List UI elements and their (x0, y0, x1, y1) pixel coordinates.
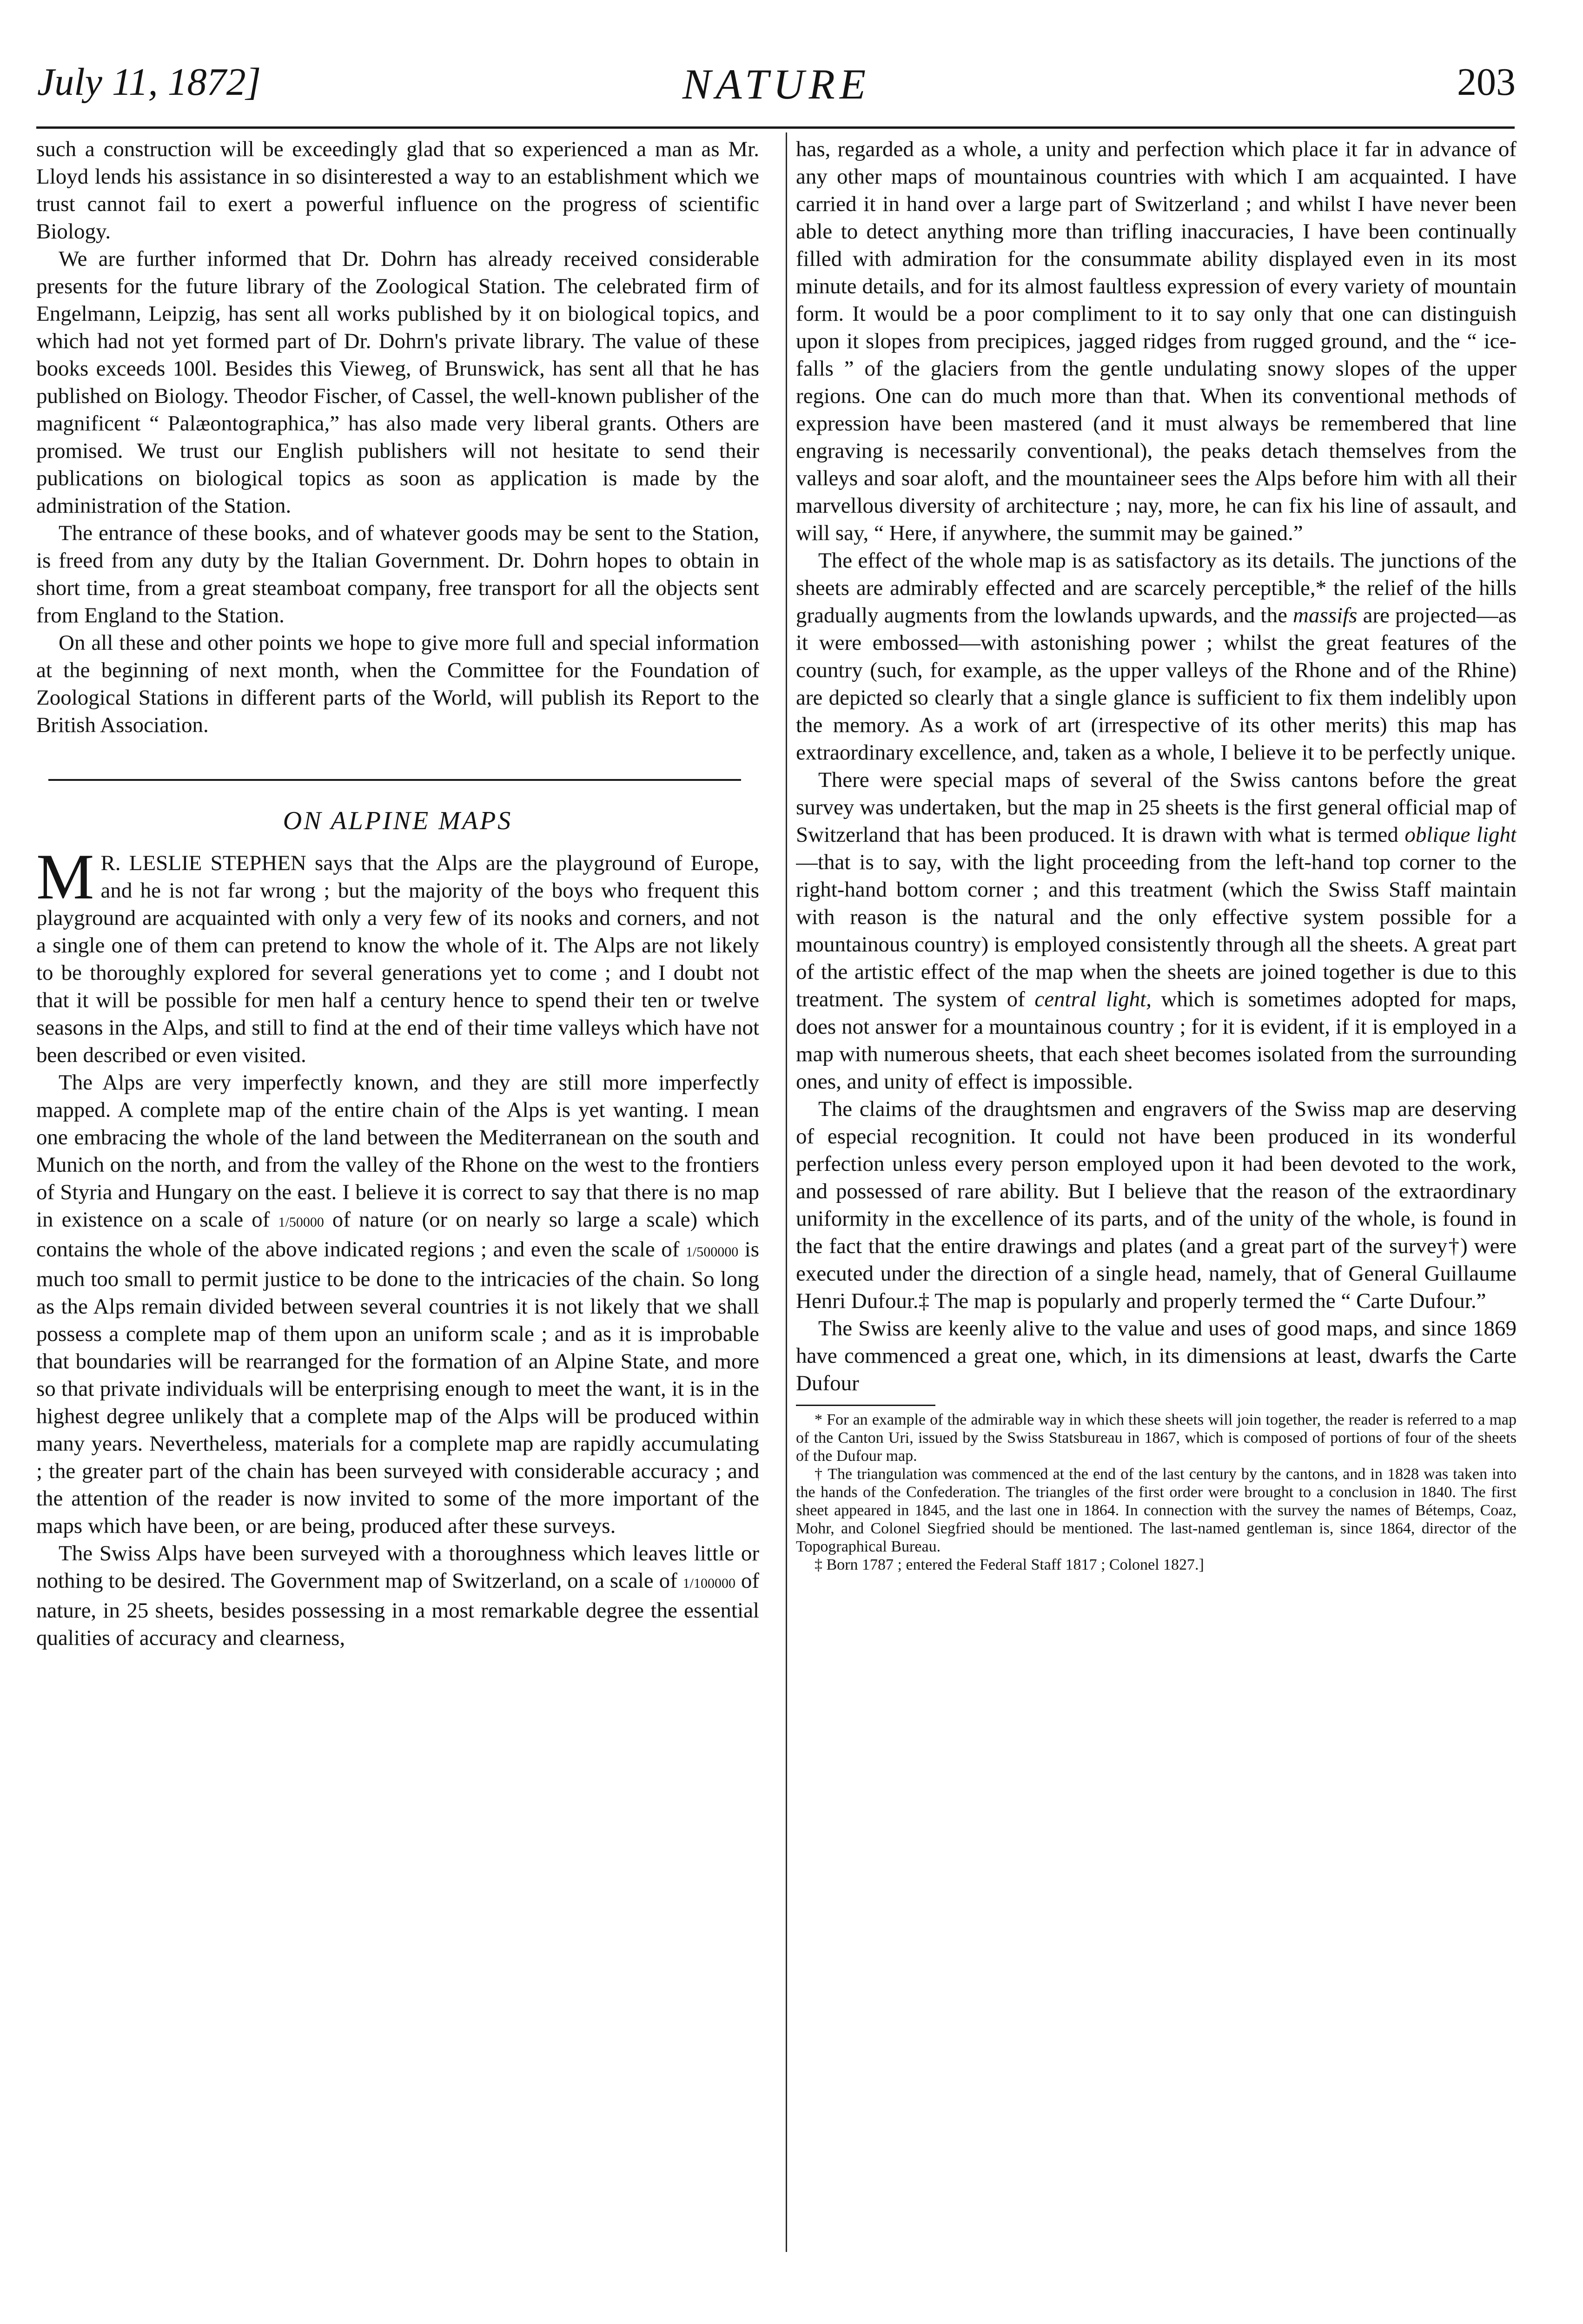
header-rule (36, 126, 1515, 129)
paragraph-text: of nature (or on nearly so large a scale) which contains the whole of the above indicated regions ; and even the scale of (36, 1208, 759, 1261)
paragraph: On all these and other points we hope to give more full and special information at the beginning of next month, when the Committee for the Foundation of Zoological Stations in different parts of the World, will publish its Report to the British Association. (36, 631, 759, 737)
paragraph-text: is much too small to permit justice to be done to the intricacies of the chain. So long as the Alps remain divided between several countries it is not likely that we shall possess a complete map of them upon an uniform scale ; and as it is improbable that boundaries will be rearranged for the formation of an Alpine State, and more so that private individuals will be enterprising enough to meet the want, it is in the highest degree unlikely that a complete map of the Alps will be produced within many years. Nevertheless, materials for a complete map are rapidly accumulating ; the greater part of the chain has been surveyed with considerable accuracy ; and the attention of the reader is now invited to some of the more important of the maps which have been, or are being, produced after these surveys. (36, 1237, 759, 1538)
article-opening-paragraph (36, 841, 759, 1069)
paragraph-text: R. LESLIE STEPHEN says that the Alps are the playground of Europe, and he is not far wrong ; but the majority of the boys who frequent this playground are acquainted with only a very few of its nooks and corners, and not a single one of them can pretend to know the whole of it. The Alps are not likely to be thoroughly explored for several generations yet to come ; and I doubt not that it will be possible for men half a century hence to spend their ten or twelve seasons in the Alps, and still to find at the end of their time valleys which have not been described or even visited. (36, 851, 759, 1067)
paragraph-text: The Swiss Alps have been surveyed with a thoroughness which leaves little or nothing to be desired. The Government map of Switzerland, on a scale of (36, 1541, 759, 1593)
paragraph-text: —that is to say, with the light proceeding from the left-hand top corner to the right-hand bottom corner ; and this treatment (which the Swiss Staff maintain with reason is the natural and the only effective system possible for a mountainous country) is employed consistently through all the sheets. A great part of the artistic effect of the map when the sheets are joined together is due to this treatment. The system of (796, 850, 1517, 1011)
footnote: * For an example of the admirable way in which these sheets will join together, the reader is referred to a map of the Canton Uri, issued by the Swiss Statsbureau in 1867, which is composed of portions of four of the sheets of the Dufour map. (796, 1411, 1517, 1465)
footnote-rule (796, 1405, 935, 1406)
page-number: 203 (1457, 60, 1516, 104)
issue-date: July 11, 1872] (37, 60, 261, 104)
paragraph: The entrance of these books, and of whatever goods may be sent to the Station, is freed from any duty by the Italian Government. Dr. Dohrn hopes to obtain in short time, from a great steamboat company, free transport for all the objects sent from England to the Station. (36, 521, 759, 627)
paragraph-text: are projected—as it were embossed—with astonishing power ; whilst the great features of the country (such, for example, as the upper valleys of the Rhone and of the Rhine) are depicted so clearly that a single glance is sufficient to fix them indelibly upon the memory. As a work of art (irrespective of its other merits) this map has extraordinary excellence, and, taken as a whole, I believe it to be perfectly unique. (796, 603, 1517, 765)
footnote: ‡ Born 1787 ; entered the Federal Staff 1817 ; Colonel 1827.] (815, 1556, 1204, 1573)
italic-term: oblique light (1404, 823, 1517, 847)
paragraph: The claims of the draughtsmen and engravers of the Swiss map are deserving of especial recognition. It could not have been produced in its wonderful perfection unless every person employed upon it had been devoted to the work, and possessed of rare ability. But I believe that the reason of the extraordinary uniformity in the excellence of its parts, and of the unity of the whole, is found in the fact that the entire drawings and plates (and a great part of the survey†) were executed under the direction of a single head, namely, that of General Guillaume Henri Dufour.‡ The map is popularly and properly termed the “ Carte Dufour.” (796, 1097, 1517, 1313)
paragraph: has, regarded as a whole, a unity and perfection which place it far in advance of any other maps of mountainous countries with which I am acquainted. I have carried it in hand over a large part of Switzerland ; and whilst I have never been able to detect anything more than trifling inaccuracies, I have been continually filled with admiration for the consummate ability displayed even in its most minute details, and for its almost faultless expression of every variety of mountain form. It would be a poor compliment to it to say only that one can distinguish upon it slopes from precipices, jagged ridges from rugged ground, and the “ ice-falls ” of the glaciers from the gentle undulating snowy slopes of the upper regions. One can do much more than that. When its conventional methods of expression have been mastered (and it must always be remembered that line engraving is necessarily conventional), the peaks detach themselves from the valleys and soar aloft, and the mountaineer sees the Alps before him with all their marvellous diversity of architecture ; nay, more, he can fix his line of assault, and will say, “ Here, if anywhere, the summit may be gained.” (796, 137, 1517, 545)
paragraph-text: of nature, in 25 sheets, besides possessing in a most remarkable degree the essential qualities of accuracy and clearness, (36, 1569, 759, 1650)
paragraph (36, 1540, 759, 1652)
column-divider (786, 132, 787, 2252)
paragraph (796, 766, 1517, 1096)
paragraph-text: which is sometimes adopted for maps, does not answer for a mountainous country ; for it is evident, if it is employed in a map with numerous sheets, that each sheet becomes isolated from the surrounding ones, and unity of effect is impossible. (796, 987, 1517, 1094)
right-column (796, 136, 1517, 2310)
left-column (36, 136, 759, 2310)
paragraph-text: The Alps are very imperfectly known, and they are still more imperfectly mapped. A complete map of the entire chain of the Alps is yet wanting. I mean one embracing the whole of the land between the Mediterranean on the south and Munich on the north, and from the valley of the Rhone on the west to the frontiers of Styria and Hungary on the east. I believe it is correct to say that there is no map in existence on a scale of (36, 1070, 759, 1232)
paragraph: We are further informed that Dr. Dohrn has already received considerable presents for the future library of the Zoological Station. The celebrated firm of Engelmann, Leipzig, has sent all works published by it on biological topics, and which had not yet formed part of Dr. Dohrn's private library. The value of these books exceeds 100l. Besides this Vieweg, of Brunswick, has sent all that he has published on Biology. Theodor Fischer, of Cassel, the well-known publisher of the magnificent “ Palæontographica,” has also made very liberal grants. Others are promised. We trust our English publishers will not hesitate to send their publications on biological topics as soon as application is made by the administration of the Station. (36, 247, 759, 518)
section-divider (48, 779, 741, 781)
journal-title: NATURE (682, 60, 871, 108)
paragraph (36, 1069, 759, 1540)
paragraph-text: The effect of the whole map is as satisfactory as its details. The junctions of the sheets are admirably effected and are scarcely perceptible,* the relief of the hills gradually augments from the lowlands upwards, and the (796, 548, 1517, 627)
paragraph (796, 547, 1517, 766)
page-header (37, 59, 1516, 120)
article-title: ON ALPINE MAPS (283, 806, 513, 835)
footnote: † The triangulation was commenced at the end of the last century by the cantons, and in 1828 was taken into the hands of the Confederation. The triangles of the first order were brought to a conclusion in 1840. The first sheet appeared in 1845, and the last one in 1864. In connection with the survey the names of Bétemps, Coaz, Mohr, and Colonel Siegfried should be mentioned. The last-named gentleman is, since 1864, director of the Topographical Bureau. (796, 1466, 1517, 1555)
drop-cap: M (36, 841, 94, 913)
italic-term: massifs (1293, 603, 1358, 627)
paragraph-text: There were special maps of several of the Swiss cantons before the great survey was undertaken, but the map in 25 sheets is the first general official map of Switzerland that has been produced. It is drawn with what is termed (796, 768, 1517, 847)
scale-fraction: 1/100000 (682, 1576, 735, 1591)
italic-term: central light, (1034, 987, 1152, 1011)
paragraph: such a construction will be exceedingly glad that so experienced a man as Mr. Lloyd lends his assistance in so disinterested a way to an establishment which we trust cannot fail to exert a powerful influence on the progress of scientific Biology. (36, 137, 759, 244)
paragraph: The Swiss are keenly alive to the value and uses of good maps, and since 1869 have commenced a great one, which, in its dimensions at least, dwarfs the Carte Dufour (796, 1316, 1517, 1395)
scale-fraction: 1/500000 (685, 1244, 739, 1260)
scale-fraction: 1/50000 (278, 1215, 324, 1230)
